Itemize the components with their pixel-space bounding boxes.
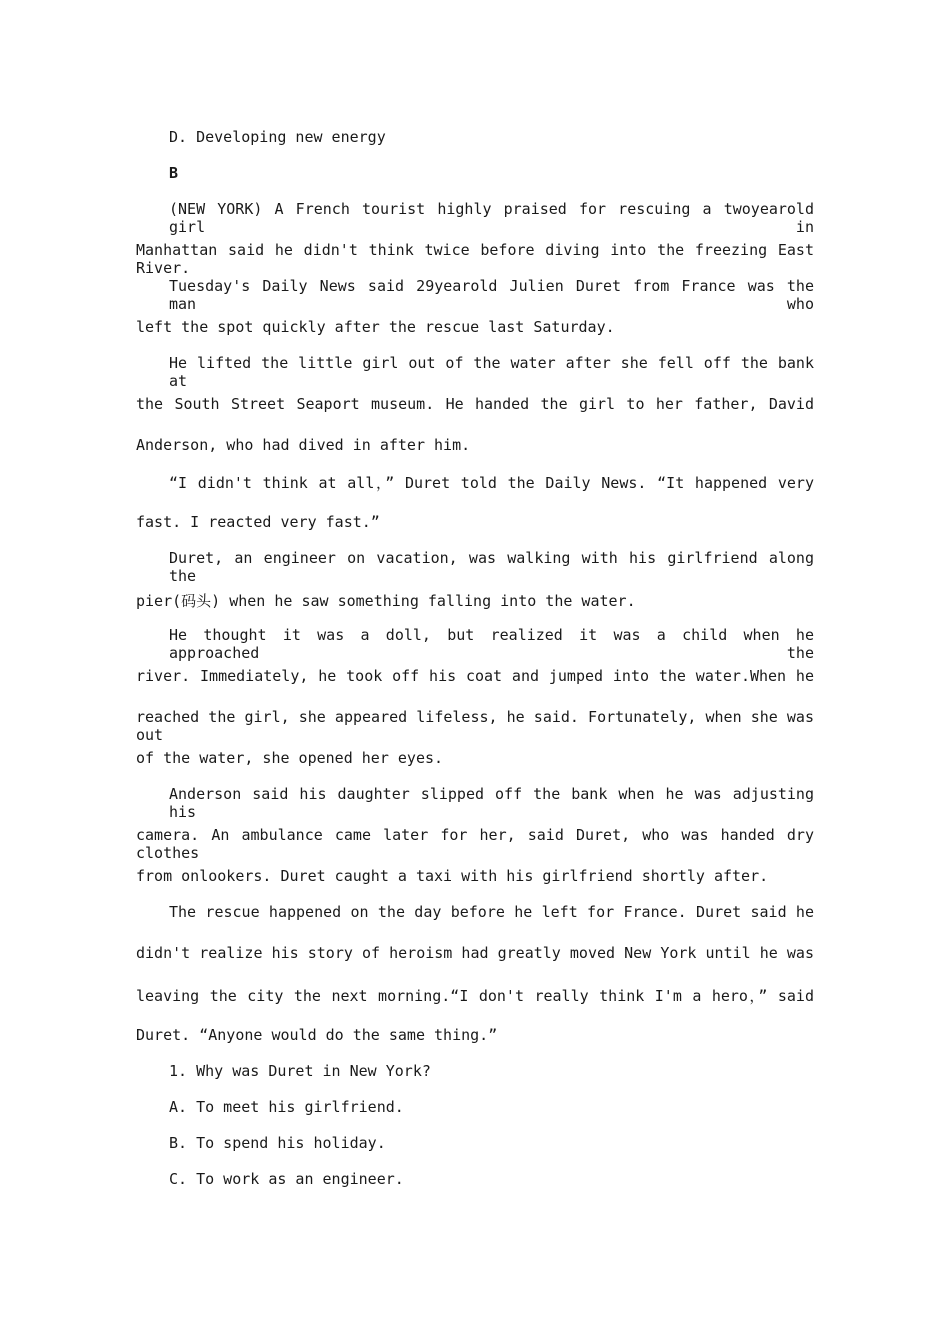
passage-line: the South Street Seaport museum. He handed the girl to her father, David: [136, 395, 814, 413]
passage-line: from onlookers. Duret caught a taxi with his girlfriend shortly after.: [136, 867, 769, 885]
answer-option-a: A. To meet his girlfriend.: [169, 1098, 404, 1116]
passage-line: Anderson said his daughter slipped off the bank when he was adjusting his: [169, 785, 814, 821]
question-stem: 1. Why was Duret in New York?: [169, 1062, 431, 1080]
passage-line: He thought it was a doll, but realized it was a child when he approached the: [169, 626, 814, 662]
passage-line: camera. An ambulance came later for her, said Duret, who was handed dry clothes: [136, 826, 814, 862]
passage-line: fast. I reacted very fast.”: [136, 513, 380, 531]
answer-option-c: C. To work as an engineer.: [169, 1170, 404, 1188]
passage-line: Anderson, who had dived in after him.: [136, 436, 471, 454]
passage-line: reached the girl, she appeared lifeless, he said. Fortunately, when she was out: [136, 708, 814, 744]
passage-line: Tuesday's Daily News said 29yearold Julien Duret from France was the man who: [169, 277, 814, 313]
passage-line: Duret. “Anyone would do the same thing.”: [136, 1026, 498, 1044]
passage-line: He lifted the little girl out of the water after she fell off the bank at: [169, 354, 814, 390]
passage-line: pier(码头) when he saw something falling into the water.: [136, 592, 636, 610]
answer-option-b: B. To spend his holiday.: [169, 1134, 386, 1152]
passage-line: of the water, she opened her eyes.: [136, 749, 444, 767]
passage-line: leaving the city the next morning.“I don't really think I'm a hero，” said: [136, 987, 814, 1005]
passage-line: The rescue happened on the day before he left for France. Duret said he: [169, 903, 814, 921]
passage-line: (NEW YORK) A French tourist highly praised for rescuing a twoyearold girl in: [169, 200, 814, 236]
passage-line: river. Immediately, he took off his coat and jumped into the water.When he: [136, 667, 814, 685]
previous-option-d: D. Developing new energy: [169, 128, 386, 146]
passage-line: didn't realize his story of heroism had greatly moved New York until he was: [136, 944, 814, 962]
section-label: B: [169, 164, 179, 182]
passage-line: Duret, an engineer on vacation, was walking with his girlfriend along the: [169, 549, 814, 585]
passage-line: left the spot quickly after the rescue last Saturday.: [136, 318, 615, 336]
passage-line: “I didn't think at all，” Duret told the Daily News. “It happened very: [169, 474, 814, 492]
passage-line: Manhattan said he didn't think twice before diving into the freezing East River.: [136, 241, 814, 277]
